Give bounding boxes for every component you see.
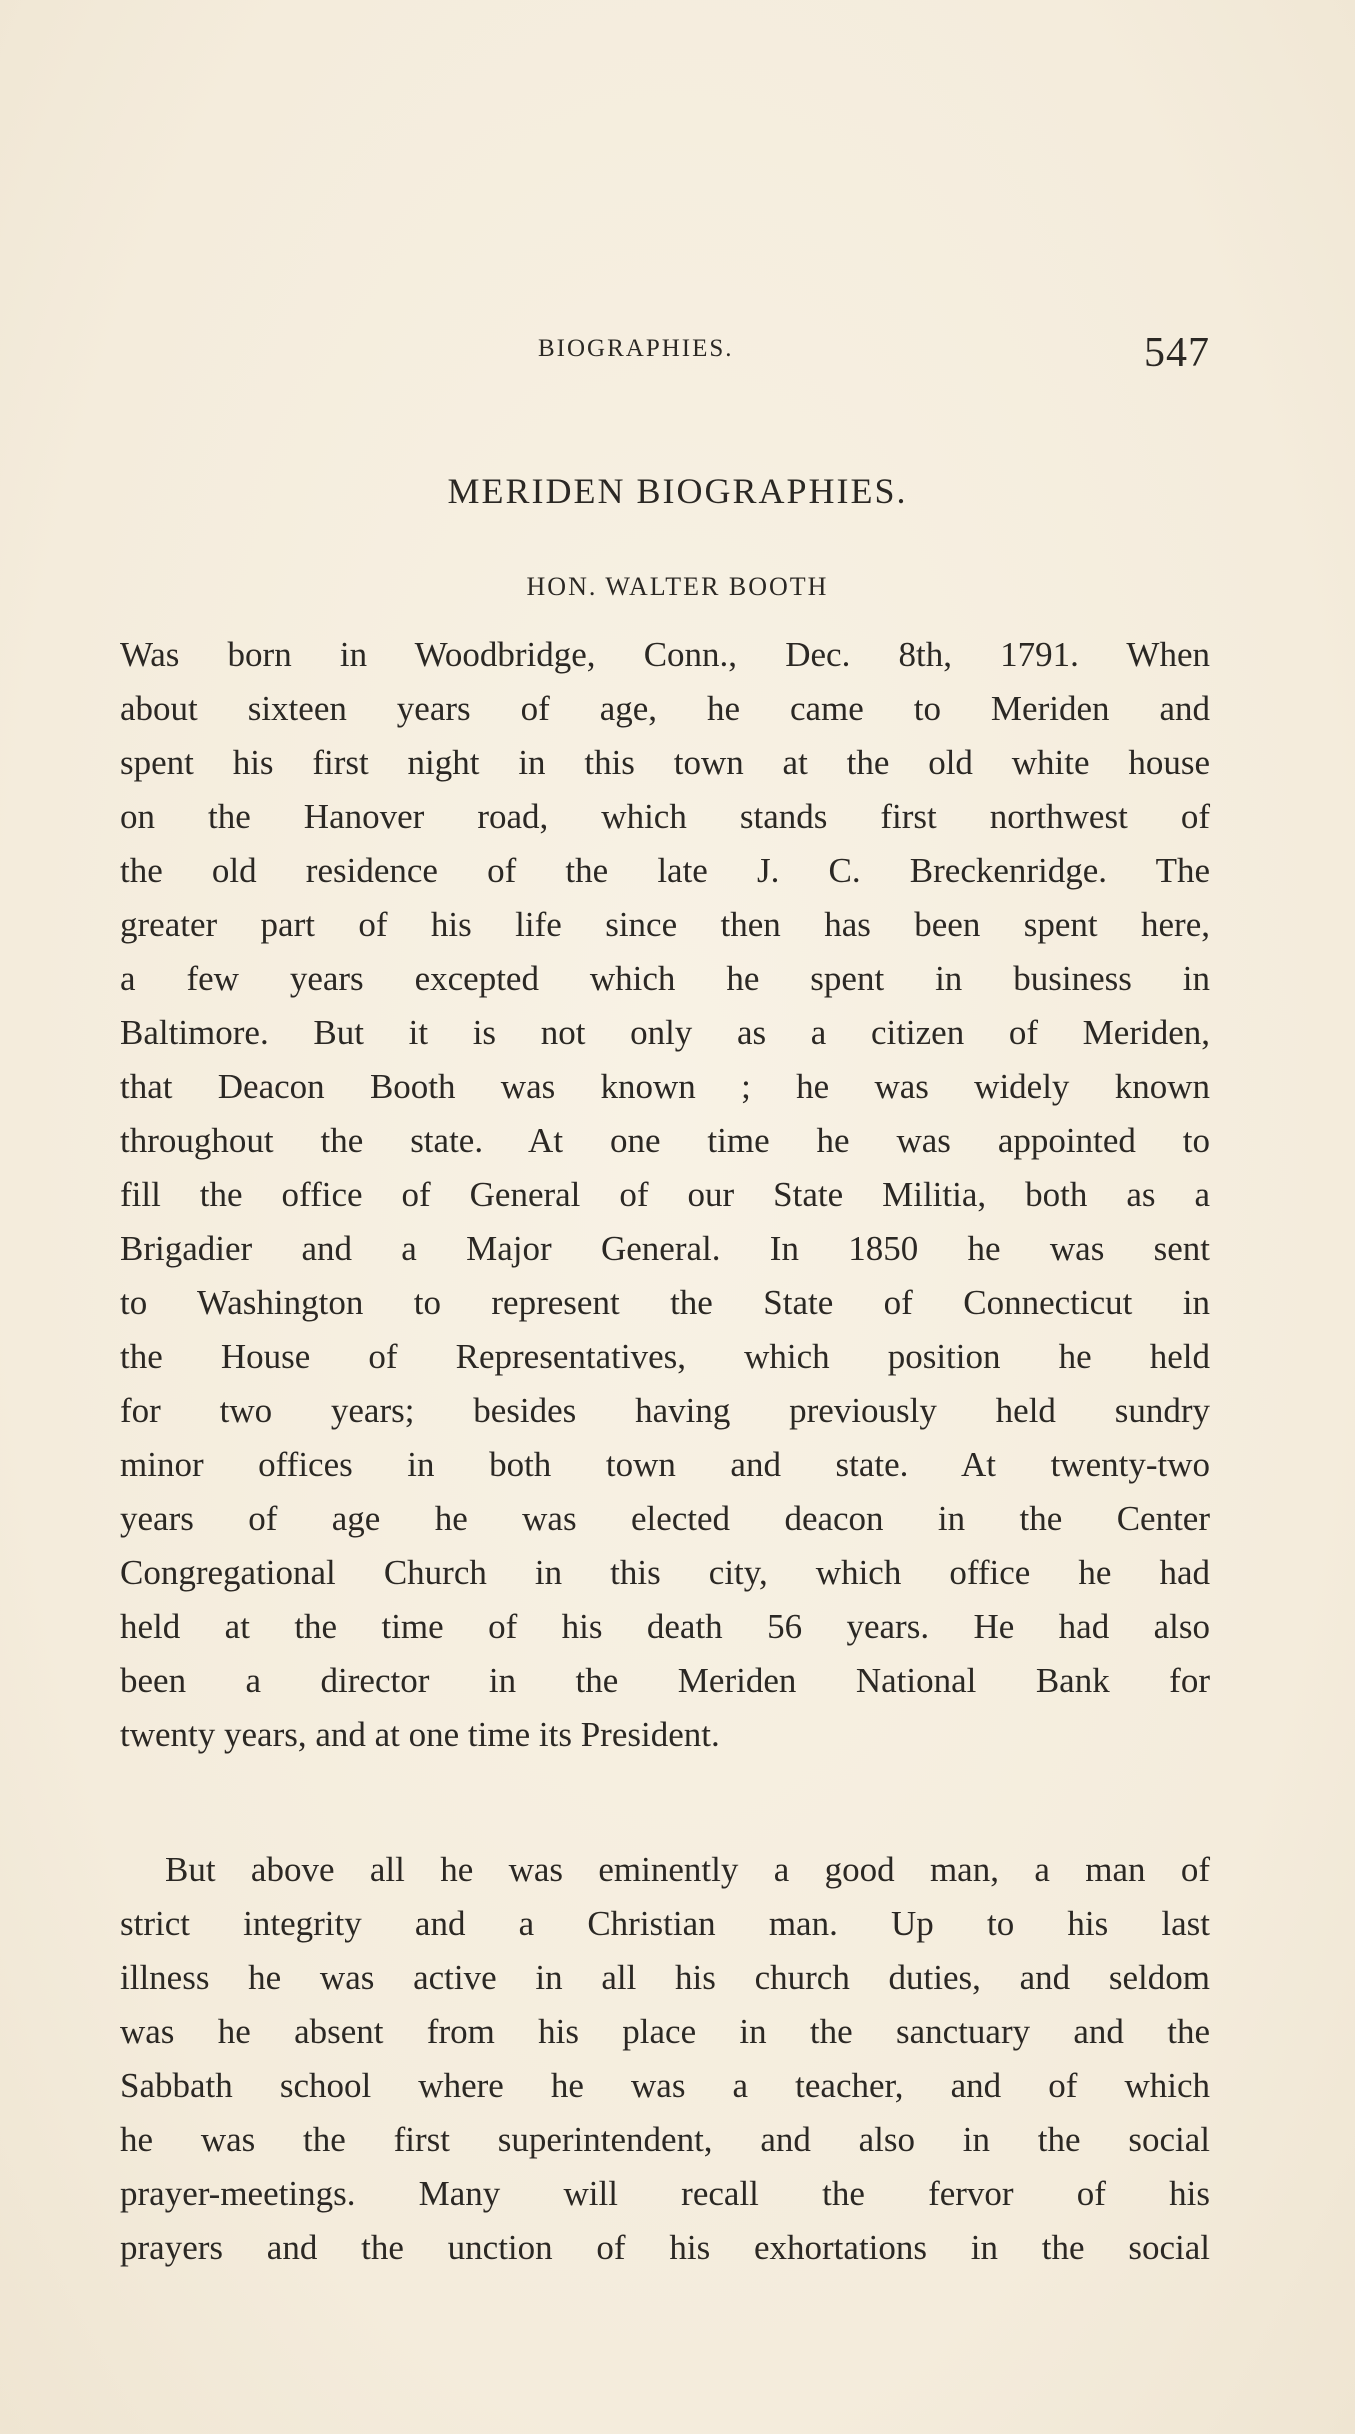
page-number: 547 [1144, 330, 1210, 376]
paragraph-1 [120, 628, 1210, 1762]
text-line: greater part of his life since then has been spent here, [120, 905, 1210, 944]
text-line: Was born in Woodbridge, Conn., Dec. 8th, 1791. When [120, 635, 1210, 674]
text-line: Baltimore. But it is not only as a citizen of Meriden, [120, 1013, 1210, 1052]
text-line: prayer-meetings. Many will recall the fervor of his [120, 2174, 1210, 2213]
text-line: the old residence of the late J. C. Breckenridge. The [120, 851, 1210, 890]
text-line: Brigadier and a Major General. In 1850 he was sent [120, 1229, 1210, 1268]
text-line: prayers and the unction of his exhortations in the social [120, 2228, 1210, 2267]
text-line: been a director in the Meriden National Bank for [120, 1661, 1210, 1700]
text-line: to Washington to represent the State of Connecticut in [120, 1283, 1210, 1322]
text-line: on the Hanover road, which stands first northwest of [120, 797, 1210, 836]
text-line: that Deacon Booth was known ; he was widely known [120, 1067, 1210, 1106]
text-line: illness he was active in all his church duties, and seldom [120, 1958, 1210, 1997]
text-line: minor offices in both town and state. At twenty-two [120, 1445, 1210, 1484]
paragraph-2 [120, 1843, 1210, 2275]
text-line: was he absent from his place in the sanctuary and the [120, 2012, 1210, 2051]
text-line: about sixteen years of age, he came to Meriden and [120, 689, 1210, 728]
text-line: the House of Representatives, which position he held [120, 1337, 1210, 1376]
text-line: for two years; besides having previously held sundry [120, 1391, 1210, 1430]
text-line: fill the office of General of our State Militia, both as a [120, 1175, 1210, 1214]
running-title: BIOGRAPHIES. [538, 335, 734, 362]
text-line: strict integrity and a Christian man. Up to his last [120, 1904, 1210, 1943]
text-line: Congregational Church in this city, which office he had [120, 1553, 1210, 1592]
text-line: But above all he was eminently a good man, a man of [165, 1850, 1210, 1889]
biography-subject-heading: HON. WALTER BOOTH [526, 572, 829, 601]
running-head [120, 330, 1210, 385]
text-line: years of age he was elected deacon in the Center [120, 1499, 1210, 1538]
text-line: spent his first night in this town at the old white house [120, 743, 1210, 782]
text-line: Sabbath school where he was a teacher, and of which [120, 2066, 1210, 2105]
text-line: held at the time of his death 56 years. He had also [120, 1607, 1210, 1646]
text-line: throughout the state. At one time he was appointed to [120, 1121, 1210, 1160]
text-line: a few years excepted which he spent in business in [120, 959, 1210, 998]
section-title: MERIDEN BIOGRAPHIES. [447, 471, 908, 511]
text-line: he was the first superintendent, and also in the social [120, 2120, 1210, 2159]
text-line: twenty years, and at one time its President. [120, 1715, 720, 1754]
